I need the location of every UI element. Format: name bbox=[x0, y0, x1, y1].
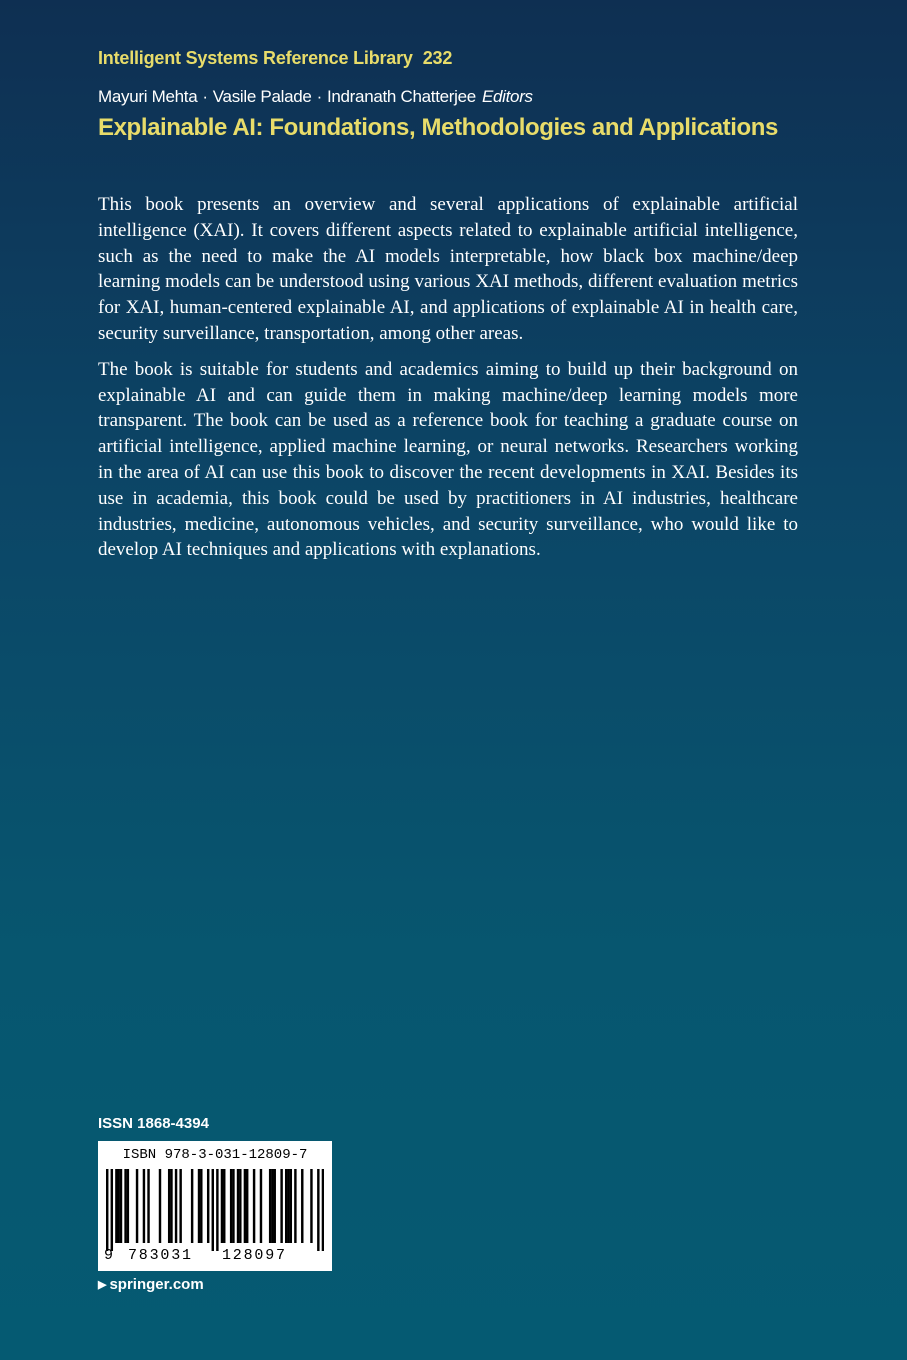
barcode-bar bbox=[317, 1169, 319, 1251]
editor-separator: · bbox=[202, 87, 208, 106]
book-description bbox=[98, 192, 798, 573]
barcode-bar bbox=[179, 1169, 181, 1243]
series-number: 232 bbox=[422, 48, 453, 68]
barcode-bar bbox=[115, 1169, 117, 1243]
barcode-bar bbox=[253, 1169, 255, 1243]
editor-separator: · bbox=[316, 87, 322, 106]
barcode-bar bbox=[191, 1169, 193, 1243]
barcode-bar bbox=[301, 1169, 303, 1243]
barcode-bar bbox=[260, 1169, 262, 1243]
barcode-bar bbox=[244, 1169, 246, 1243]
editors-line bbox=[98, 87, 533, 107]
barcode-bar bbox=[221, 1169, 223, 1243]
barcode-bar bbox=[124, 1169, 126, 1243]
barcode-bar bbox=[237, 1169, 239, 1243]
barcode-bar bbox=[147, 1169, 149, 1243]
barcode-bar bbox=[285, 1169, 287, 1243]
barcode-bar bbox=[322, 1169, 324, 1251]
barcode-bar bbox=[239, 1169, 241, 1243]
editor-name: Vasile Palade bbox=[212, 87, 312, 106]
barcode-bar bbox=[269, 1169, 271, 1243]
barcode-bar bbox=[212, 1169, 214, 1251]
barcode-bar bbox=[200, 1169, 202, 1243]
barcode-bar bbox=[175, 1169, 177, 1243]
barcode-bar bbox=[136, 1169, 138, 1243]
barcode-bar bbox=[170, 1169, 172, 1243]
barcode-bar bbox=[232, 1169, 234, 1243]
editor-name: Indranath Chatterjee bbox=[326, 87, 476, 106]
description-paragraph: The book is suitable for students and academics aiming to build up their background on explainable AI and can guide them in making machine/deep learning models more transparent. The book can be used as a reference book for teaching a graduate course on artificial intelligence, applied machine learning, or neural networks. Researchers working in the area of AI can use this book to discover the recent developments in XAI. Besides its use in academia, this book could be used by practitioners in AI industries, healthcare industries, medicine, autonomous vehicles, and security surveillance, who would like to develop AI techniques and applications with explanations. bbox=[98, 358, 798, 561]
isbn-digit-lead: 9 bbox=[104, 1247, 114, 1264]
barcode-bar bbox=[216, 1169, 218, 1251]
barcode-bar bbox=[280, 1169, 282, 1243]
play-arrow-icon: ▶ bbox=[98, 1279, 107, 1291]
editor-name: Mayuri Mehta bbox=[98, 87, 198, 106]
barcode-bar bbox=[287, 1169, 289, 1243]
barcode-bar bbox=[159, 1169, 161, 1243]
issn-label: ISSN 1868-4394 bbox=[98, 1115, 209, 1132]
book-title: Explainable AI: Foundations, Methodologies and Applications bbox=[98, 114, 778, 141]
barcode-bar bbox=[290, 1169, 292, 1243]
barcode-bar bbox=[198, 1169, 200, 1243]
website-label: springer.com bbox=[109, 1276, 204, 1293]
barcode-bar bbox=[246, 1169, 248, 1243]
barcode-bar bbox=[127, 1169, 129, 1243]
barcode-bar bbox=[168, 1169, 170, 1243]
barcode-bar bbox=[294, 1169, 296, 1243]
description-paragraph: This book presents an overview and several applications of explainable artificial intelligence (XAI). It covers different aspects related to explainable artificial intelligence, such as the need to make the AI models interpretable, how black box machine/deep learning models can be understood using various XAI methods, different evaluation metrics for XAI, human-centered explainable AI, and applications of explainable AI in health care, security surveillance, transportation, among other areas. bbox=[98, 194, 798, 344]
barcode-bar bbox=[207, 1169, 209, 1243]
publisher-website-link[interactable] bbox=[98, 1276, 204, 1293]
barcode-bar bbox=[230, 1169, 232, 1243]
isbn-digit-group-1: 783031 bbox=[128, 1247, 193, 1264]
barcode-bar bbox=[117, 1169, 119, 1243]
barcode-bar bbox=[143, 1169, 145, 1243]
barcode-bar bbox=[223, 1169, 225, 1243]
barcode-bars bbox=[106, 1169, 324, 1251]
barcode-bar bbox=[120, 1169, 122, 1243]
barcode-bar bbox=[274, 1169, 276, 1243]
isbn-label: ISBN 978-3-031-12809-7 bbox=[122, 1147, 308, 1163]
barcode-bar bbox=[271, 1169, 273, 1243]
editors-role: Editors bbox=[481, 87, 533, 106]
series-name: Intelligent Systems Reference Library bbox=[98, 48, 413, 68]
series-title bbox=[98, 48, 452, 69]
barcode-bar bbox=[106, 1169, 108, 1251]
barcode-bar bbox=[310, 1169, 312, 1243]
isbn-barcode bbox=[98, 1141, 332, 1271]
barcode-bar bbox=[111, 1169, 113, 1251]
isbn-digit-group-2: 128097 bbox=[222, 1247, 287, 1264]
